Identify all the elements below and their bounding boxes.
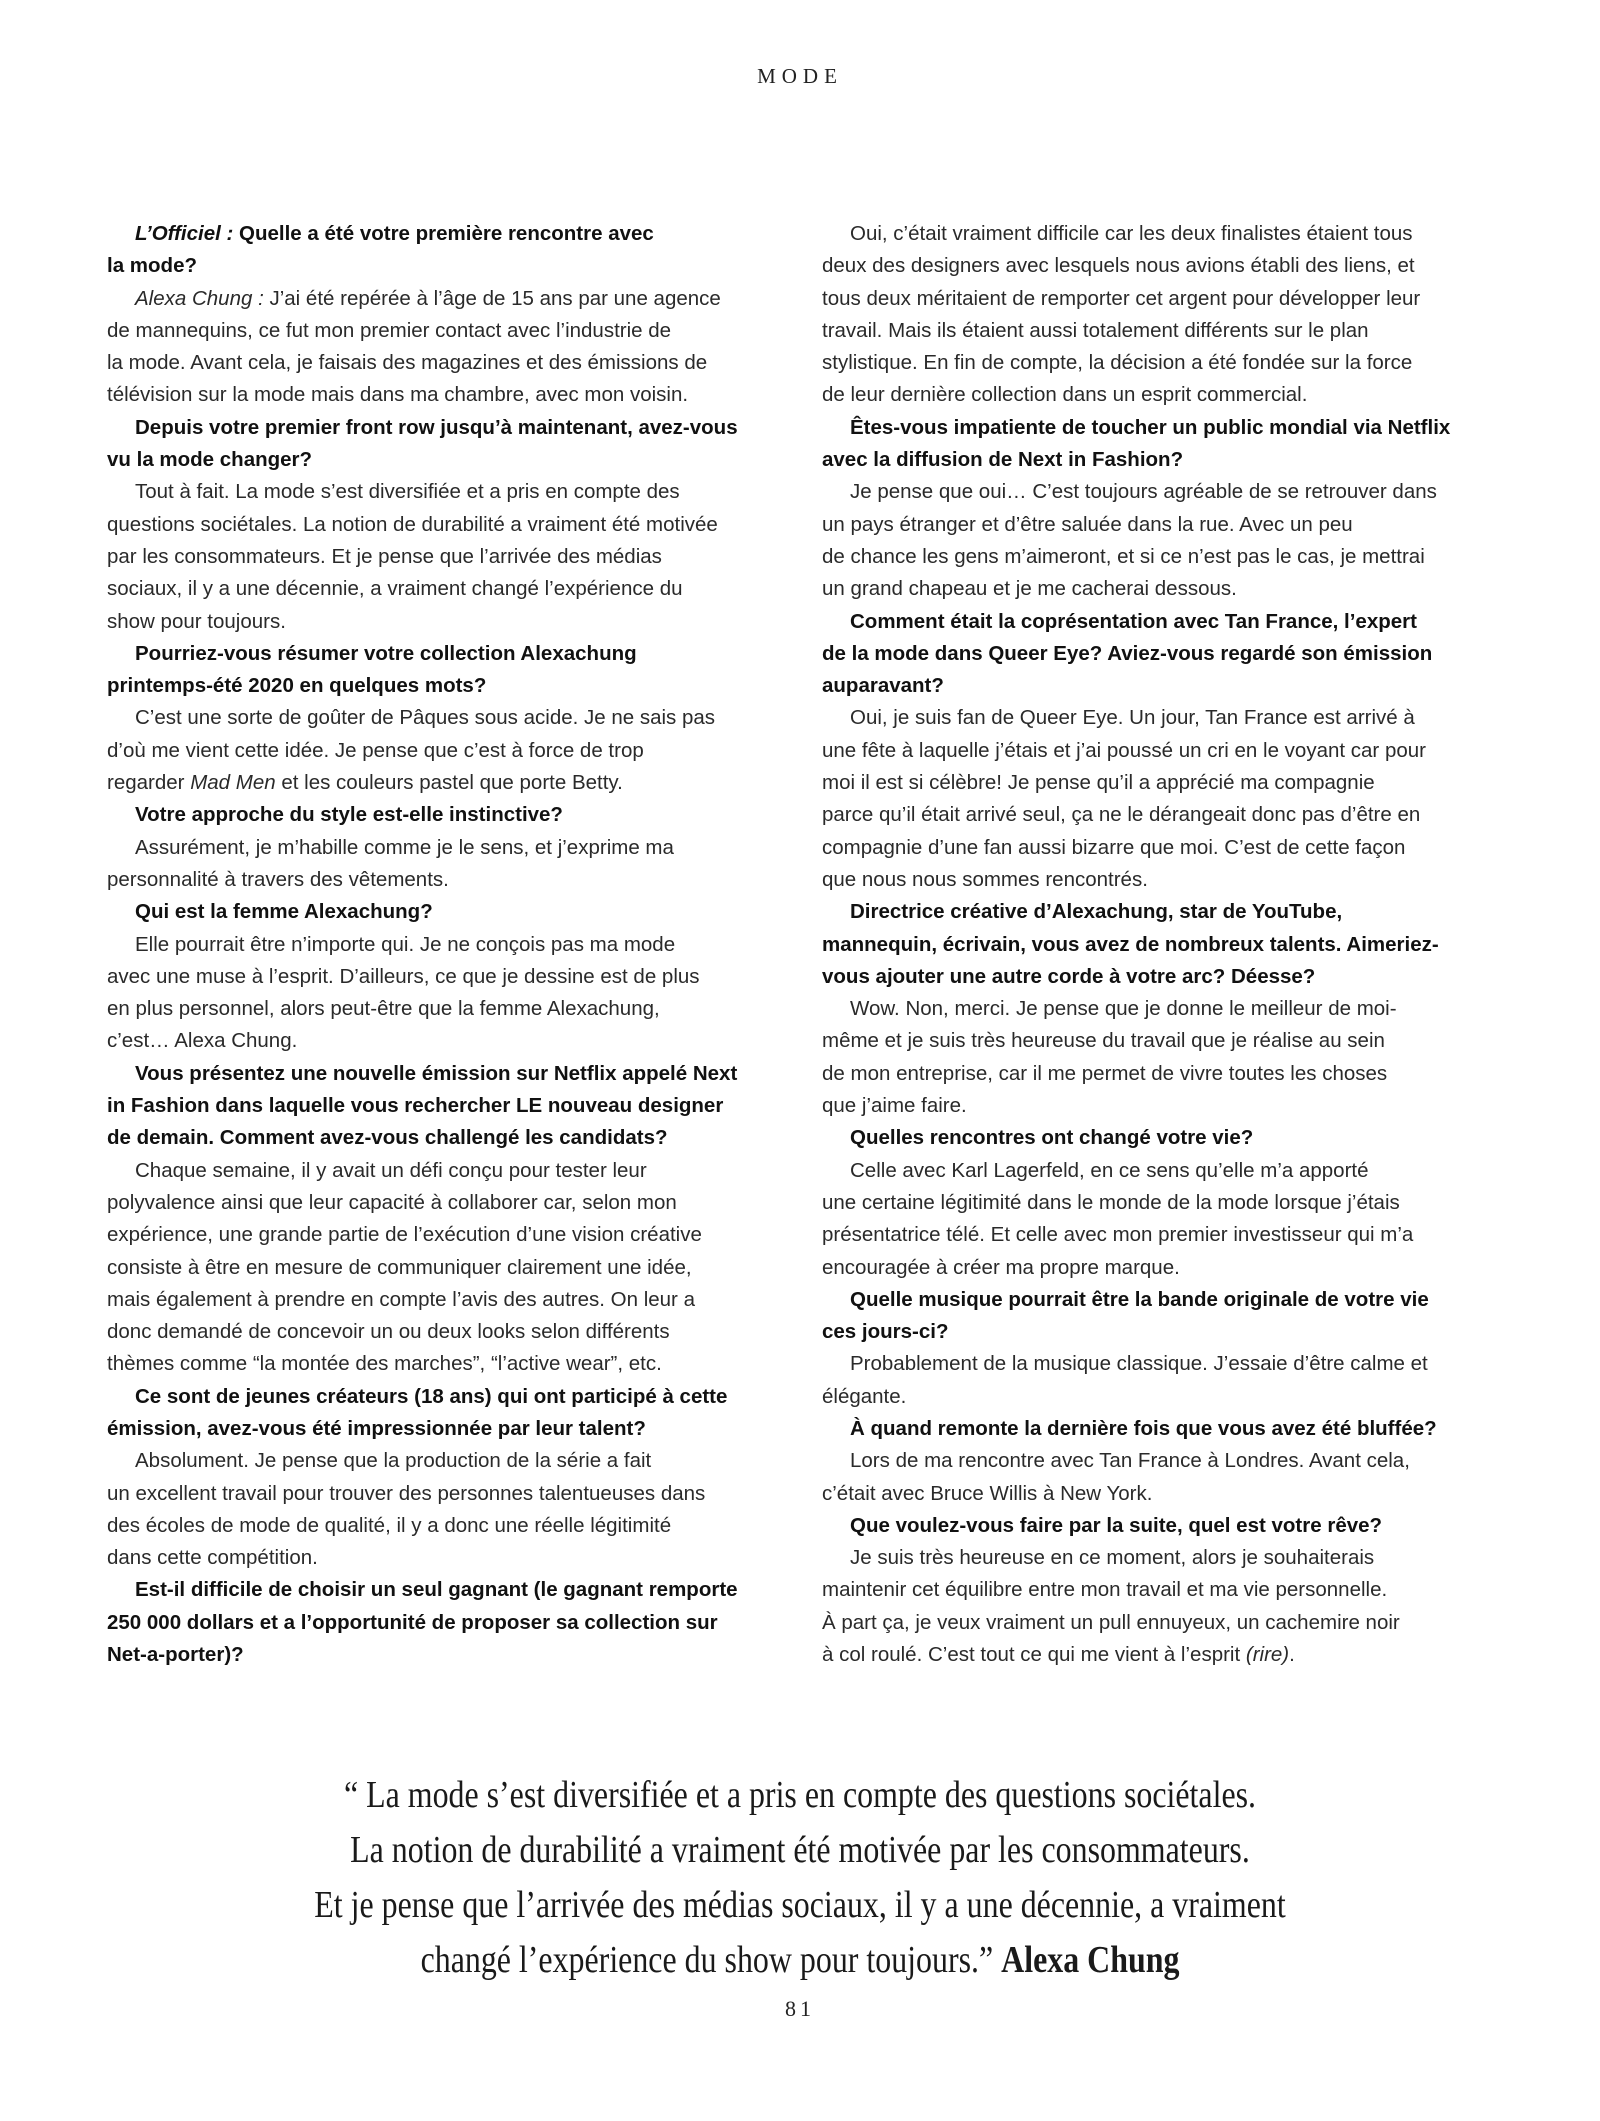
text-line: Directrice créative d’Alexachung, star de YouTube, — [850, 900, 1343, 924]
text-line: encouragée à créer ma propre marque. — [822, 1255, 1180, 1279]
text-line: thèmes comme “la montée des marches”, “l’active wear”, etc. — [107, 1352, 662, 1376]
text-line: auparavant? — [822, 674, 944, 698]
text-line: ces jours-ci? — [822, 1320, 949, 1344]
page-number: 81 — [785, 1996, 815, 2021]
text-line: même et je suis très heureuse du travail que je réalise au sein — [822, 1029, 1385, 1053]
text-line — [107, 767, 807, 799]
text-line: Wow. Non, merci. Je pense que je donne le meilleur de moi- — [850, 997, 1397, 1021]
text-line: 250 000 dollars et a l’opportunité de proposer sa collection sur — [107, 1610, 718, 1634]
text-line: avec la diffusion de Next in Fashion? — [822, 448, 1184, 472]
text-line: par les consommateurs. Et je pense que l’arrivée des médias — [107, 544, 662, 568]
text-line: Depuis votre premier front row jusqu’à maintenant, avez-vous — [135, 415, 738, 439]
text-line: personnalité à travers des vêtements. — [107, 867, 449, 891]
text-line: de leur dernière collection dans un esprit commercial. — [822, 383, 1308, 407]
italic-text: (rire) — [1245, 1643, 1290, 1667]
text-line: Que voulez-vous faire par la suite, quel est votre rêve? — [850, 1513, 1383, 1537]
text-line: Comment était la coprésentation avec Tan France, l’expert — [850, 609, 1417, 633]
section-header: MODE — [757, 64, 843, 88]
text-line: avec une muse à l’esprit. D’ailleurs, ce que je dessine est de plus — [107, 964, 700, 988]
text-line: la mode? — [107, 254, 197, 278]
interview-answer — [107, 702, 807, 799]
text-line: Pourriez-vous résumer votre collection Alexachung — [135, 641, 637, 665]
text-line: Oui, c’était vraiment difficile car les deux finalistes étaient tous — [850, 222, 1413, 245]
text-line: Je pense que oui… C’est toujours agréable de se retrouver dans — [850, 480, 1437, 504]
text-line: Absolument. Je pense que la production de la série a fait — [135, 1449, 652, 1473]
interview-answer — [822, 1445, 1522, 1510]
text-line: expérience, une grande partie de l’exécution d’une vision créative — [107, 1223, 702, 1247]
text-line: dans cette compétition. — [107, 1546, 318, 1570]
text-line: une fête à laquelle j’étais et j’ai poussé un cri en le voyant car pour — [822, 738, 1426, 762]
interview-answer — [822, 993, 1522, 1122]
interview-question — [107, 799, 807, 831]
text-line: À quand remonte la dernière fois que vous avez été bluffée? — [850, 1416, 1437, 1440]
interview-answer — [107, 929, 807, 1058]
pull-quote-line: La notion de durabilité a vraiment été motivée par les consommateurs. — [350, 1829, 1250, 1871]
interview-question — [107, 218, 807, 283]
text-line: présentatrice télé. Et celle avec mon premier investisseur qui m’a — [822, 1223, 1414, 1247]
pull-quote — [0, 1768, 1600, 1988]
interview-answer — [107, 1155, 807, 1381]
italic-text: Alexa Chung : — [135, 286, 264, 310]
text-line: in Fashion dans laquelle vous rechercher LE nouveau designer — [107, 1094, 724, 1118]
pull-quote-line: changé l’expérience du show pour toujours.” — [420, 1939, 994, 1981]
interview-answer — [822, 1348, 1522, 1413]
text-line: Ce sont de jeunes créateurs (18 ans) qui ont participé à cette — [135, 1384, 728, 1408]
text-line: que j’aime faire. — [822, 1094, 967, 1118]
interview-question — [822, 606, 1522, 703]
interview-answer — [107, 832, 807, 897]
text-segment: regarder — [107, 771, 191, 795]
text-line: élégante. — [822, 1384, 907, 1408]
interview-question — [107, 1574, 807, 1671]
text-line: télévision sur la mode mais dans ma chambre, avec mon voisin. — [107, 383, 689, 407]
interview-answer — [822, 702, 1522, 896]
text-line: vous ajouter une autre corde à votre arc? Déesse? — [822, 964, 1316, 988]
text-line: vu la mode changer? — [107, 448, 313, 472]
text-segment: Quelle a été votre première rencontre avec — [239, 222, 654, 245]
interview-question — [822, 896, 1522, 993]
text-line: des écoles de mode de qualité, il y a donc une réelle légitimité — [107, 1513, 672, 1537]
pull-quote-last-line — [128, 1933, 1472, 1988]
interview-question — [822, 412, 1522, 477]
text-line — [822, 1639, 1522, 1671]
interview-question — [822, 1413, 1522, 1445]
text-line: de demain. Comment avez-vous challengé les candidats? — [107, 1126, 668, 1150]
pull-quote-author: Alexa Chung — [1001, 1939, 1180, 1981]
text-line: un grand chapeau et je me cacherai dessous. — [822, 577, 1237, 601]
interview-answer — [107, 283, 807, 412]
text-line: show pour toujours. — [107, 609, 286, 633]
text-line: une certaine légitimité dans le monde de la mode lorsque j’étais — [822, 1190, 1400, 1214]
italic-text: L’Officiel : — [135, 222, 240, 245]
text-line: compagnie d’une fan aussi bizarre que moi. C’est de cette façon — [822, 835, 1406, 859]
text-line: Chaque semaine, il y avait un défi conçu pour tester leur — [135, 1158, 647, 1182]
pull-quote-line: Et je pense que l’arrivée des médias sociaux, il y a une décennie, a vraiment — [314, 1884, 1286, 1926]
text-line: sociaux, il y a une décennie, a vraiment changé l’expérience du — [107, 577, 683, 601]
interview-answer — [822, 1155, 1522, 1284]
text-line: Êtes-vous impatiente de toucher un public mondial via Netflix — [850, 415, 1451, 439]
text-line: tous deux méritaient de remporter cet argent pour développer leur — [822, 286, 1421, 310]
text-line: un pays étranger et d’être saluée dans la rue. Avec un peu — [822, 512, 1353, 536]
text-line: donc demandé de concevoir un ou deux looks selon différents — [107, 1320, 670, 1344]
interview-question — [107, 896, 807, 928]
text-line: polyvalence ainsi que leur capacité à collaborer car, selon mon — [107, 1190, 677, 1214]
text-line — [107, 218, 807, 250]
text-segment: J’ai été repérée à l’âge de 15 ans par une agence — [263, 286, 721, 310]
text-line: Net-a-porter)? — [107, 1643, 244, 1667]
text-line: c’est… Alexa Chung. — [107, 1029, 298, 1053]
interview-question — [822, 1510, 1522, 1542]
text-line: C’est une sorte de goûter de Pâques sous acide. Je ne sais pas — [135, 706, 716, 730]
text-line: stylistique. En fin de compte, la décision a été fondée sur la force — [822, 351, 1413, 375]
text-line: de la mode dans Queer Eye? Aviez-vous regardé son émission — [822, 641, 1433, 665]
text-line: Est-il difficile de choisir un seul gagnant (le gagnant remporte — [135, 1578, 738, 1602]
text-line: mais également à prendre en compte l’avis des autres. On leur a — [107, 1287, 695, 1311]
text-line: travail. Mais ils étaient aussi totalement différents sur le plan — [822, 318, 1369, 342]
interview-question — [107, 638, 807, 703]
text-line: la mode. Avant cela, je faisais des magazines et des émissions de — [107, 351, 708, 375]
text-line: mannequin, écrivain, vous avez de nombreux talents. Aimeriez- — [822, 932, 1439, 956]
text-line: Qui est la femme Alexachung? — [135, 900, 433, 924]
text-line: Tout à fait. La mode s’est diversifiée et a pris en compte des — [135, 480, 680, 504]
text-line: Celle avec Karl Lagerfeld, en ce sens qu’elle m’a apporté — [850, 1158, 1369, 1182]
text-line: que nous nous sommes rencontrés. — [822, 867, 1148, 891]
text-line: consiste à être en mesure de communiquer clairement une idée, — [107, 1255, 692, 1279]
interview-question — [822, 1284, 1522, 1349]
right-column — [822, 218, 1522, 1671]
text-segment: à col roulé. C’est tout ce qui me vient à l’esprit — [822, 1643, 1246, 1667]
text-line: c’était avec Bruce Willis à New York. — [822, 1481, 1153, 1505]
text-segment: . — [1289, 1643, 1295, 1667]
text-segment: et les couleurs pastel que porte Betty. — [275, 771, 623, 795]
text-line: Je suis très heureuse en ce moment, alors je souhaiterais — [850, 1546, 1375, 1570]
text-line: parce qu’il était arrivé seul, ça ne le dérangeait donc pas d’être en — [822, 803, 1421, 827]
text-line: moi il est si célèbre! Je pense qu’il a apprécié ma compagnie — [822, 771, 1375, 795]
text-line: Quelle musique pourrait être la bande originale de votre vie — [850, 1287, 1429, 1311]
interview-answer — [822, 218, 1522, 412]
text-line: émission, avez-vous été impressionnée par leur talent? — [107, 1416, 646, 1440]
text-line: À part ça, je veux vraiment un pull ennuyeux, un cachemire noir — [822, 1610, 1400, 1634]
text-line: en plus personnel, alors peut-être que la femme Alexachung, — [107, 997, 660, 1021]
interview-answer — [107, 476, 807, 637]
text-line: un excellent travail pour trouver des personnes talentueuses dans — [107, 1481, 706, 1505]
text-line: Lors de ma rencontre avec Tan France à Londres. Avant cela, — [850, 1449, 1410, 1473]
text-line: Quelles rencontres ont changé votre vie? — [850, 1126, 1254, 1150]
text-line: d’où me vient cette idée. Je pense que c’est à force de trop — [107, 738, 644, 762]
interview-answer — [822, 1542, 1522, 1671]
text-line: Probablement de la musique classique. J’essaie d’être calme et — [850, 1352, 1428, 1376]
interview-question — [107, 1381, 807, 1446]
interview-answer — [822, 476, 1522, 605]
text-line: maintenir cet équilibre entre mon travail et ma vie personnelle. — [822, 1578, 1388, 1602]
interview-answer — [107, 1445, 807, 1574]
text-line: de mannequins, ce fut mon premier contact avec l’industrie de — [107, 318, 672, 342]
text-line: de chance les gens m’aimeront, et si ce n’est pas le cas, je mettrai — [822, 544, 1425, 568]
text-line — [107, 283, 807, 315]
text-line: Votre approche du style est-elle instinctive? — [135, 803, 563, 827]
text-line: de mon entreprise, car il me permet de vivre toutes les choses — [822, 1061, 1388, 1085]
text-line: printemps-été 2020 en quelques mots? — [107, 674, 487, 698]
italic-text: Mad Men — [190, 771, 276, 795]
pull-quote-line: “ La mode s’est diversifiée et a pris en compte des questions sociétales. — [343, 1774, 1257, 1816]
text-line: Elle pourrait être n’importe qui. Je ne conçois pas ma mode — [135, 932, 676, 956]
left-column — [107, 218, 807, 1671]
text-line: questions sociétales. La notion de durabilité a vraiment été motivée — [107, 512, 718, 536]
text-line: Assurément, je m’habille comme je le sens, et j’exprime ma — [135, 835, 674, 859]
text-line: deux des designers avec lesquels nous avions établi des liens, et — [822, 254, 1415, 278]
text-line: Vous présentez une nouvelle émission sur Netflix appelé Next — [135, 1061, 738, 1085]
interview-question — [107, 1058, 807, 1155]
interview-question — [822, 1122, 1522, 1154]
text-line: Oui, je suis fan de Queer Eye. Un jour, Tan France est arrivé à — [850, 706, 1415, 730]
interview-question — [107, 412, 807, 477]
